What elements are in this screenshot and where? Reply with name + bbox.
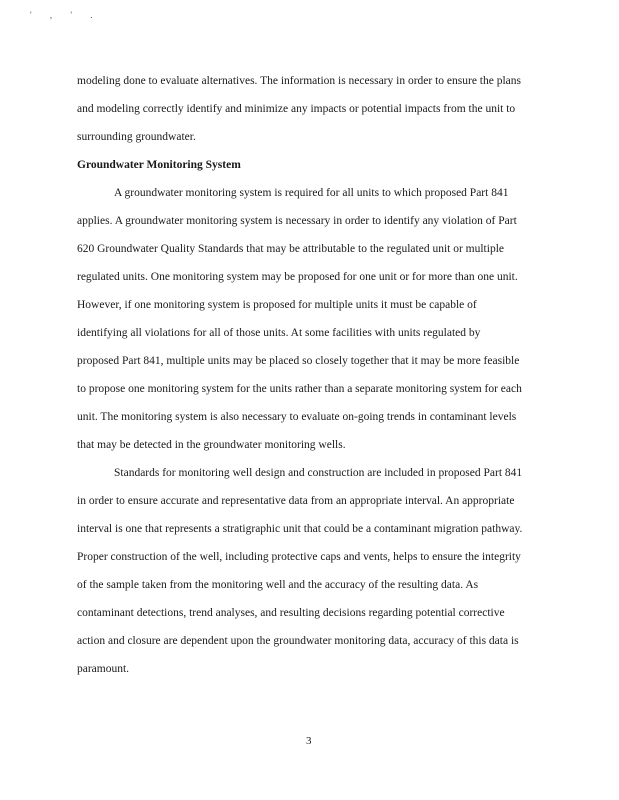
paragraph-two-line-2: in order to ensure accurate and representative data from an appropriate interval. An appropriate xyxy=(77,495,515,507)
section-heading: Groundwater Monitoring System xyxy=(77,159,241,171)
paragraph-one-line-7: proposed Part 841, multiple units may be placed so closely together that it may be more feasible xyxy=(77,355,520,367)
paragraph-one-line-5: However, if one monitoring system is proposed for multiple units it must be capable of xyxy=(77,299,477,311)
paragraph-one-line-1: A groundwater monitoring system is required for all units to which proposed Part 841 xyxy=(114,187,509,199)
paragraph-one-line-2: applies. A groundwater monitoring system is necessary in order to identify any violation of Part xyxy=(77,215,517,227)
paragraph-one-line-10: that may be detected in the groundwater monitoring wells. xyxy=(77,439,346,451)
paragraph-two-line-5: of the sample taken from the monitoring well and the accuracy of the resulting data. As xyxy=(77,579,479,591)
paragraph-one-line-4: regulated units. One monitoring system may be proposed for one unit or for more than one unit. xyxy=(77,271,518,283)
paragraph-two-line-6: contaminant detections, trend analyses, and resulting decisions regarding potential corrective xyxy=(77,607,505,619)
paragraph-two-line-7: action and closure are dependent upon the groundwater monitoring data, accuracy of this data is xyxy=(77,635,519,647)
intro-line-1: modeling done to evaluate alternatives. The information is necessary in order to ensure the plans xyxy=(77,75,521,87)
paragraph-two-line-8: paramount. xyxy=(77,663,130,675)
paragraph-one-line-9: unit. The monitoring system is also necessary to evaluate on-going trends in contaminant levels xyxy=(77,411,517,423)
paragraph-two-line-1: Standards for monitoring well design and construction are included in proposed Part 841 xyxy=(114,467,523,479)
intro-line-3: surrounding groundwater. xyxy=(77,131,196,143)
paragraph-one-line-3: 620 Groundwater Quality Standards that may be attributable to the regulated unit or multiple xyxy=(77,243,504,255)
page-number: 3 xyxy=(306,735,312,747)
paragraph-one-line-6: identifying all violations for all of those units. At some facilities with units regulated by xyxy=(77,327,481,339)
intro-line-2: and modeling correctly identify and minimize any impacts or potential impacts from the unit to xyxy=(77,103,516,115)
paragraph-two-line-3: interval is one that represents a stratigraphic unit that could be a contaminant migration pathway. xyxy=(77,523,523,535)
scan-artifact-marks: ' , ' . xyxy=(30,10,101,20)
paragraph-one-line-8: to propose one monitoring system for the units rather than a separate monitoring system for each xyxy=(77,383,522,395)
paragraph-two-line-4: Proper construction of the well, including protective caps and vents, helps to ensure the integrity xyxy=(77,551,521,563)
